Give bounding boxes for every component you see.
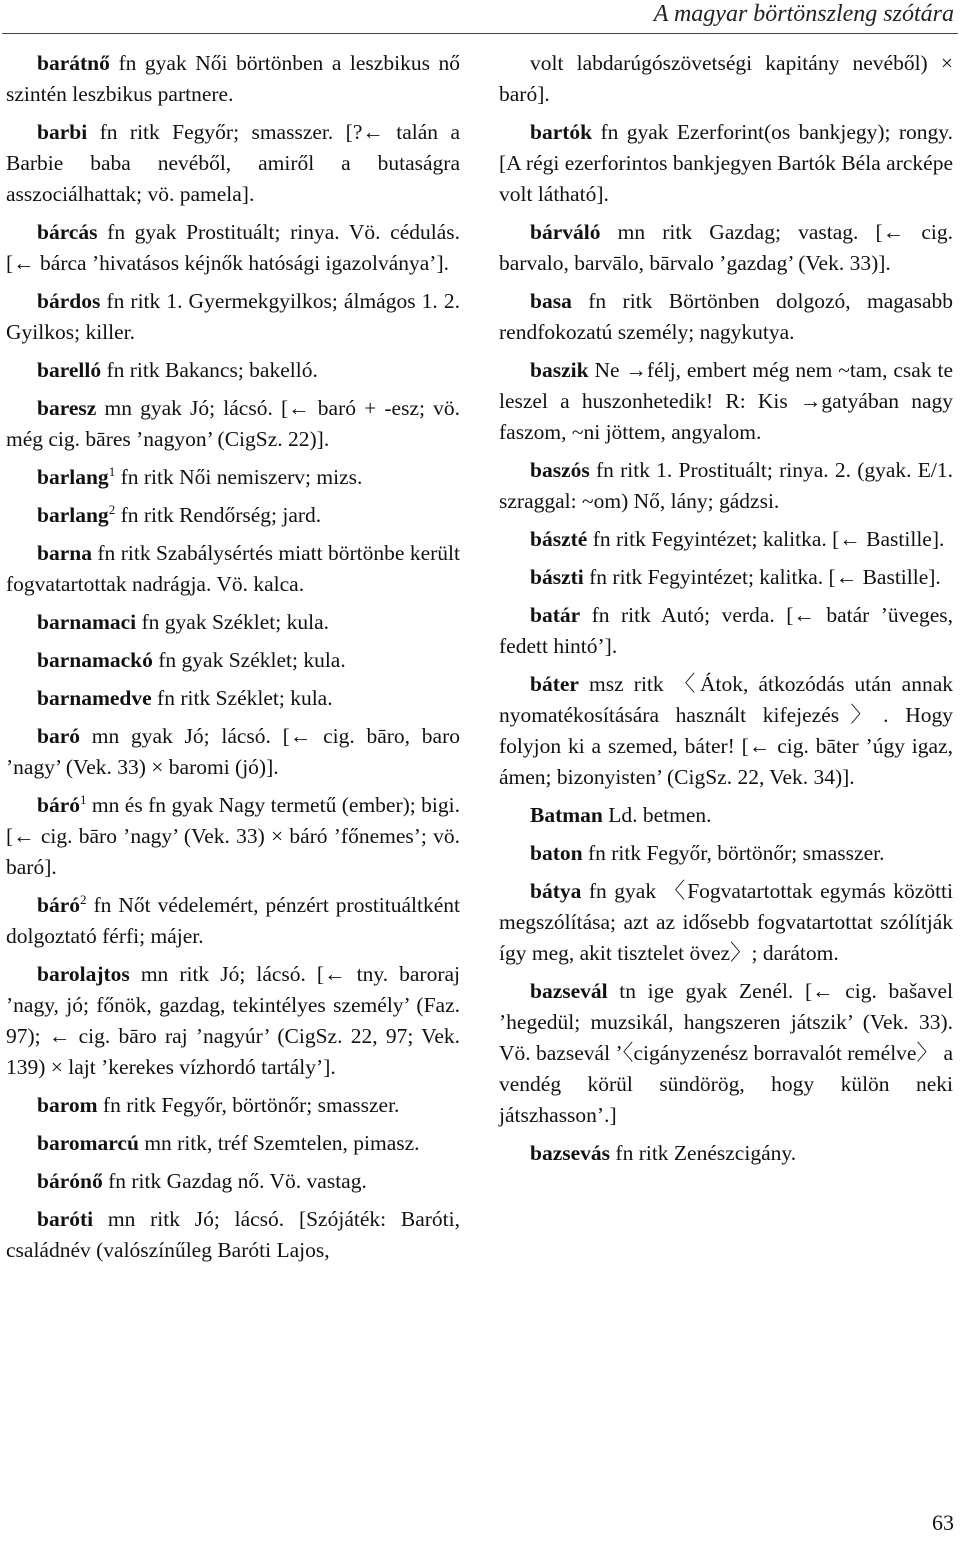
entry-definition: Ne →félj, embert még nem ~tam, csak te leszel a huszonhetedik! R: Kis →gatyában nagy faszom, ~ni jöttem, angyalom. xyxy=(499,358,953,444)
entry-definition: mn ritk, tréf Szemtelen, pimasz. xyxy=(138,1131,420,1155)
entry-definition: fn gyak Ezerforint(os bankjegy); rongy. [A régi ezerforintos bankjegyen Bartók Béla arcképe volt látható]. xyxy=(499,120,953,206)
left-column xyxy=(6,48,460,1273)
running-header-title: A magyar börtönszleng szótára xyxy=(653,1,954,27)
dictionary-entry xyxy=(6,607,460,638)
entry-definition: fn gyak Széklet; kula. xyxy=(152,648,346,672)
entry-headword: basa xyxy=(530,289,572,313)
entry-definition: fn ritk Fegyőr, börtönőr; smasszer. xyxy=(97,1093,400,1117)
dictionary-entry xyxy=(499,217,953,279)
dictionary-entry xyxy=(6,117,460,210)
dictionary-entry xyxy=(499,1138,953,1169)
entry-headword: báró xyxy=(37,793,80,817)
dictionary-entry xyxy=(499,838,953,869)
entry-headword: bazsevás xyxy=(530,1141,611,1165)
entry-definition: fn ritk Női nemiszerv; mizs. xyxy=(115,465,363,489)
homonym-index: 2 xyxy=(80,891,87,907)
entry-definition: fn ritk Börtönben dolgozó, magasabb rendfokozatú személy; nagykutya. xyxy=(499,289,953,344)
entry-definition: fn ritk Bakancs; bakelló. xyxy=(101,358,318,382)
entry-headword: baromarcú xyxy=(37,1131,139,1155)
entry-headword: batár xyxy=(530,603,581,627)
entry-definition: volt labdarúgószövetségi kapitány nevéből) × baró]. xyxy=(499,51,953,106)
entry-definition: mn ritk Jó; lácsó. [Szójáték: Baróti, családnév (valószínűleg Baróti Lajos, xyxy=(6,1207,460,1262)
entry-definition: fn ritk Fegyőr; smasszer. [?← talán a Barbie baba nevéből, amiről a butaságra asszociálhattak; vö. pamela]. xyxy=(6,120,460,206)
entry-definition: fn ritk Gazdag nő. Vö. vastag. xyxy=(102,1169,367,1193)
dictionary-entry xyxy=(499,600,953,662)
entry-headword: barlang xyxy=(37,503,109,527)
header-rule xyxy=(2,33,958,34)
entry-headword: barátnő xyxy=(37,51,110,75)
entry-definition: fn ritk Fegyintézet; kalitka. [← Bastille]. xyxy=(587,527,945,551)
entry-definition: tn ige gyak Zenél. [← cig. bašavel ’hegedül; muzsikál, hangszeren játszik’ (Vek. 33). Vö. bazsevál ’〈cigányzenész borravalót remélve〉 a vendég körül sündörög, hogy külön neki játszhasson’.] xyxy=(499,979,953,1127)
dictionary-entry xyxy=(6,393,460,455)
entry-definition: mn gyak Jó; lácsó. [← baró + -esz; vö. még cig. bāres ’nagyon’ (CigSz. 22)]. xyxy=(6,396,460,451)
dictionary-entry xyxy=(6,217,460,279)
entry-headword: baresz xyxy=(37,396,97,420)
dictionary-entry xyxy=(6,959,460,1083)
dictionary-entry xyxy=(6,1128,460,1159)
entry-headword: bárdos xyxy=(37,289,101,313)
dictionary-entry xyxy=(6,683,460,714)
entry-definition: fn ritk Autó; verda. [← batár ’üveges, fedett hintó’]. xyxy=(499,603,953,658)
dictionary-entry xyxy=(6,462,460,493)
entry-headword: báró xyxy=(37,893,80,917)
dictionary-entry xyxy=(6,790,460,883)
dictionary-entry xyxy=(499,455,953,517)
entry-headword: barnamedve xyxy=(37,686,152,710)
entry-headword: Batman xyxy=(530,803,603,827)
dictionary-entry xyxy=(6,1166,460,1197)
entry-headword: barelló xyxy=(37,358,102,382)
dictionary-entry xyxy=(499,48,953,110)
entry-definition: fn gyak Prostituált; rinya. Vö. cédulás. [← bárca ’hivatásos kéjnők hatósági igazolványa’]. xyxy=(6,220,460,275)
entry-headword: barna xyxy=(37,541,92,565)
homonym-index: 1 xyxy=(80,791,87,807)
dictionary-entry xyxy=(499,876,953,969)
entry-definition: fn gyak Széklet; kula. xyxy=(136,610,329,634)
entry-definition: fn ritk Fegyőr, börtönőr; smasszer. xyxy=(582,841,885,865)
entry-definition: fn ritk Zenészcigány. xyxy=(610,1141,797,1165)
entry-definition: fn ritk Szabálysértés miatt börtönbe került fogvatartottak nadrágja. Vö. kalca. xyxy=(6,541,460,596)
entry-headword: baró xyxy=(37,724,80,748)
entry-definition: mn gyak Jó; lácsó. [← cig. bāro, baro ’nagy’ (Vek. 33) × baromi (jó)]. xyxy=(6,724,460,779)
entry-definition: fn gyak 〈Fogvatartottak egymás közötti megszólítása; azt az idősebb fogvatartottat szólítják így meg, akit tisztelet övez〉; darátom. xyxy=(499,879,953,965)
dictionary-entry xyxy=(6,48,460,110)
dictionary-entry xyxy=(499,117,953,210)
entry-headword: baton xyxy=(530,841,583,865)
entry-headword: bászti xyxy=(530,565,584,589)
dictionary-entry xyxy=(499,562,953,593)
entry-headword: barlang xyxy=(37,465,109,489)
entry-definition: fn ritk Fegyintézet; kalitka. [← Bastille]. xyxy=(583,565,941,589)
entry-headword: bárcás xyxy=(37,220,98,244)
right-column xyxy=(499,48,953,1176)
entry-headword: bárónő xyxy=(37,1169,103,1193)
entry-definition: fn ritk 1. Gyermekgyilkos; álmágos 1. 2. Gyilkos; killer. xyxy=(6,289,460,344)
entry-headword: barnamaci xyxy=(37,610,137,634)
dictionary-entry xyxy=(499,524,953,555)
homonym-index: 2 xyxy=(108,501,116,517)
entry-headword: baszós xyxy=(530,458,590,482)
dictionary-entry xyxy=(6,500,460,531)
entry-headword: barbi xyxy=(37,120,88,144)
entry-definition: fn gyak Női börtönben a leszbikus nő szintén leszbikus partnere. xyxy=(6,51,460,106)
page-number: 63 xyxy=(932,1510,954,1535)
entry-headword: barom xyxy=(37,1093,98,1117)
dictionary-entry xyxy=(6,286,460,348)
entry-definition: mn és fn gyak Nagy termetű (ember); bigi. [← cig. bāro ’nagy’ (Vek. 33) × báró ’főnemes’; vö. baró]. xyxy=(6,793,460,879)
entry-headword: baróti xyxy=(37,1207,94,1231)
entry-headword: bászté xyxy=(530,527,588,551)
entry-definition: Ld. betmen. xyxy=(602,803,712,827)
entry-definition: fn Nőt védelemért, pénzért prostituáltként dolgoztató férfi; májer. xyxy=(6,893,460,948)
entry-headword: bazsevál xyxy=(530,979,608,1003)
dictionary-entry xyxy=(6,538,460,600)
dictionary-entry xyxy=(6,1204,460,1266)
dictionary-entry xyxy=(499,286,953,348)
entry-definition: fn ritk Széklet; kula. xyxy=(151,686,333,710)
entry-headword: bárváló xyxy=(530,220,601,244)
dictionary-entry xyxy=(499,669,953,793)
entry-definition: mn ritk Gazdag; vastag. [← cig. barvalo, barvālo, bārvalo ’gazdag’ (Vek. 33)]. xyxy=(499,220,953,275)
entry-headword: barnamackó xyxy=(37,648,153,672)
dictionary-entry xyxy=(6,1090,460,1121)
entry-headword: barolajtos xyxy=(37,962,130,986)
dictionary-entry xyxy=(6,645,460,676)
dictionary-entry xyxy=(499,976,953,1131)
entry-definition: mn ritk Jó; lácsó. [← tny. baroraj ’nagy, jó; főnök, gazdag, tekintélyes személy’ (Faz. 97); ← cig. bāro raj ’nagyúr’ (CigSz. 22, 97; Vek. 139) × lajt ’kerekes vízhordó tartály’]. xyxy=(6,962,460,1079)
entry-headword: báter xyxy=(530,672,579,696)
entry-headword: baszik xyxy=(530,358,589,382)
entry-definition: fn ritk 1. Prostituált; rinya. 2. (gyak. E/1. szraggal: ~om) Nő, lány; gádzsi. xyxy=(499,458,953,513)
dictionary-entry xyxy=(6,721,460,783)
dictionary-entry xyxy=(499,800,953,831)
dictionary-entry xyxy=(6,355,460,386)
dictionary-entry xyxy=(499,355,953,448)
dictionary-entry xyxy=(6,890,460,952)
entry-definition: msz ritk 〈Átok, átkozódás után annak nyomatékosítására használt kifejezés〉. Hogy folyjon ki a szemed, báter! [← cig. bāter ’úgy igaz, ámen; bizonyisten’ (CigSz. 22, Vek. 34)]. xyxy=(499,672,953,789)
homonym-index: 1 xyxy=(108,463,116,479)
entry-definition: fn ritk Rendőrség; jard. xyxy=(115,503,322,527)
entry-headword: bartók xyxy=(530,120,593,144)
entry-headword: bátya xyxy=(530,879,582,903)
